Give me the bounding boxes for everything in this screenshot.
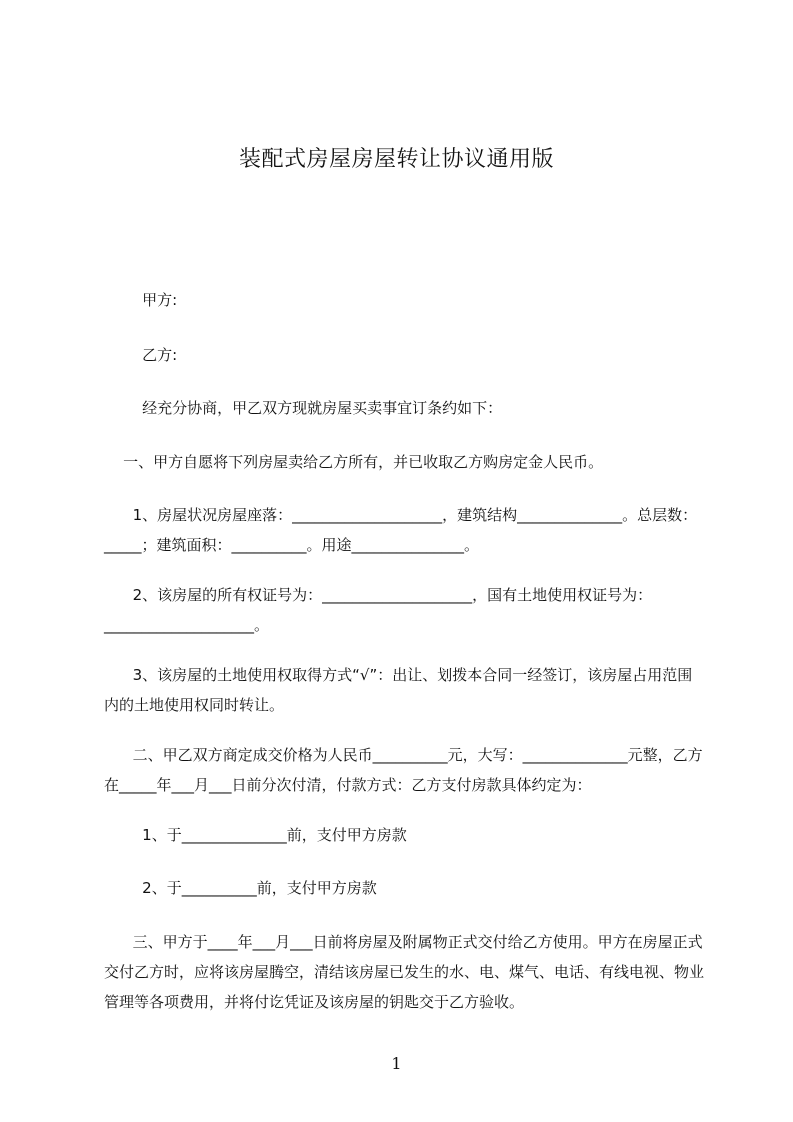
- clause-two-item-2: 2、于__________前，支付甲方房款: [104, 879, 377, 897]
- clause-one-item-1: 1、房屋状况房屋座落：____________________，建筑结构______________。总层数：_____；建筑面积：__________。用途_______________。: [104, 506, 698, 554]
- clause-one: 一、甲方自愿将下列房屋卖给乙方所有，并已收取乙方购房定金人民币。: [104, 453, 604, 471]
- page-number: 1: [391, 1054, 402, 1073]
- intro-paragraph: 经充分协商，甲乙双方现就房屋买卖事宜订条约如下：: [104, 399, 503, 417]
- document-title: 装配式房屋房屋转让协议通用版: [238, 147, 554, 172]
- party-b-line: 乙方:: [104, 346, 178, 364]
- clause-one-item-2: 2、该房屋的所有权证号为：____________________，国有土地使用权证号为：____________________。: [104, 586, 653, 634]
- clause-two: 二、甲乙双方商定成交价格为人民币__________元，大写：______________元整，乙方在_____年___月___日前分次付清，付款方式：乙方支付房款具体约定为：: [104, 746, 703, 794]
- clause-two-item-1: 1、于______________前，支付甲方房款: [104, 826, 407, 844]
- party-a-line: 甲方:: [104, 291, 178, 309]
- clause-three: 三、甲方于____年___月___日前将房屋及附属物正式交付给乙方使用。甲方在房屋正式交付乙方时，应将该房屋腾空，清结该房屋已发生的水、电、煤气、电话、有线电视、物业管理等各项费用，并将付讫凭证及该房屋的钥匙交于乙方验收。: [104, 933, 705, 1011]
- clause-one-item-3: 3、该房屋的土地使用权取得方式“√”：出让、划拨本合同一经签订，该房屋占用范围内的土地使用权同时转让。: [104, 666, 693, 714]
